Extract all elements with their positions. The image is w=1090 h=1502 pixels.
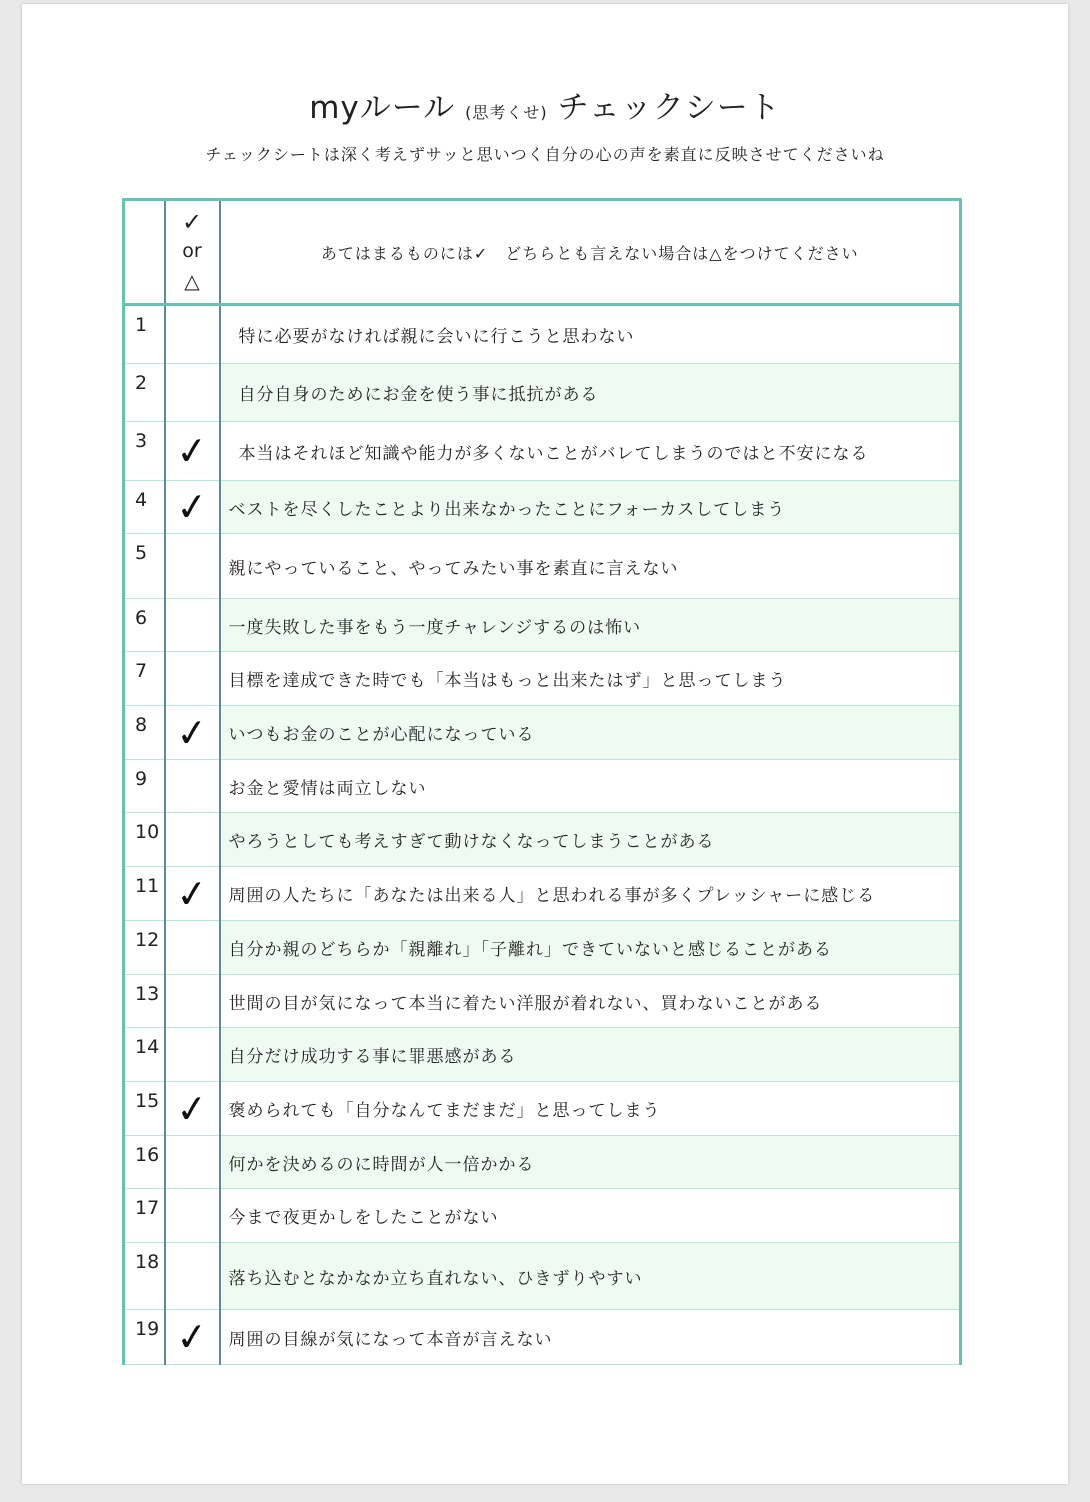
table-row xyxy=(124,599,961,652)
row-number: 3 xyxy=(124,422,165,481)
handwritten-check-icon: ✓ xyxy=(173,483,211,531)
statement-text: 自分だけ成功する事に罪悪感がある xyxy=(220,1028,961,1082)
table-row xyxy=(124,760,961,813)
row-number: 8 xyxy=(124,706,165,760)
table-row xyxy=(124,1136,961,1189)
handwritten-check-icon: ✓ xyxy=(173,708,211,757)
table-row xyxy=(124,652,961,706)
handwritten-check-icon: ✓ xyxy=(173,1084,211,1133)
page-subtitle: チェックシートは深く考えずサッと思いつく自分の心の声を素直に反映させてくださいね xyxy=(205,145,885,164)
row-number: 18 xyxy=(124,1243,165,1310)
handwritten-check-icon: ✓ xyxy=(173,427,211,475)
document-page xyxy=(22,4,1068,1484)
check-cell[interactable] xyxy=(165,1136,220,1189)
table-row xyxy=(124,921,961,975)
statement-text: 特に必要がなければ親に会いに行こうと思わない xyxy=(220,305,961,364)
check-cell[interactable] xyxy=(165,813,220,867)
row-number: 13 xyxy=(124,975,165,1028)
statement-text: いつもお金のことが心配になっている xyxy=(220,706,961,760)
title-tail: チェックシート xyxy=(557,90,781,126)
check-cell[interactable] xyxy=(165,760,220,813)
check-cell[interactable] xyxy=(165,921,220,975)
table-row xyxy=(124,706,961,760)
check-cell[interactable] xyxy=(165,1310,220,1365)
table-row xyxy=(124,364,961,422)
page-title xyxy=(22,82,1068,127)
table-row xyxy=(124,1028,961,1082)
statement-text: 何かを決めるのに時間が人一倍かかる xyxy=(220,1136,961,1189)
row-number: 5 xyxy=(124,534,165,599)
check-cell[interactable] xyxy=(165,364,220,422)
statement-text: やろうとしても考えすぎて動けなくなってしまうことがある xyxy=(220,813,961,867)
check-cell[interactable] xyxy=(165,1243,220,1310)
statement-text: お金と愛情は両立しない xyxy=(220,760,961,813)
row-number: 15 xyxy=(124,1082,165,1136)
check-sheet-table xyxy=(122,198,962,1365)
check-cell[interactable] xyxy=(165,975,220,1028)
row-number: 7 xyxy=(124,652,165,706)
statement-text: 親にやっていること、やってみたい事を素直に言えない xyxy=(220,534,961,599)
table-row xyxy=(124,1243,961,1310)
statement-text: ベストを尽くしたことより出来なかったことにフォーカスしてしまう xyxy=(220,481,961,534)
header-triangle-icon: △ xyxy=(184,269,200,293)
handwritten-check-icon: ✓ xyxy=(173,1313,211,1361)
handwritten-check-icon: ✓ xyxy=(173,869,211,918)
check-cell[interactable] xyxy=(165,422,220,481)
table-row xyxy=(124,975,961,1028)
table-row xyxy=(124,1082,961,1136)
table-body xyxy=(124,305,961,1365)
check-cell[interactable] xyxy=(165,867,220,921)
table-header-row xyxy=(124,200,961,305)
check-cell[interactable] xyxy=(165,706,220,760)
title-paren: (思考くせ) xyxy=(465,103,548,122)
check-cell[interactable] xyxy=(165,481,220,534)
table-row xyxy=(124,305,961,364)
check-cell[interactable] xyxy=(165,534,220,599)
row-number: 1 xyxy=(124,305,165,364)
statement-text: 今まで夜更かしをしたことがない xyxy=(220,1189,961,1243)
table-row xyxy=(124,867,961,921)
check-cell[interactable] xyxy=(165,1082,220,1136)
check-cell[interactable] xyxy=(165,652,220,706)
row-number: 19 xyxy=(124,1310,165,1365)
table-row xyxy=(124,813,961,867)
header-check-icon: ✓ xyxy=(181,208,203,236)
statement-text: 自分自身のためにお金を使う事に抵抗がある xyxy=(220,364,961,422)
row-number: 14 xyxy=(124,1028,165,1082)
statement-text: 周囲の人たちに「あなたは出来る人」と思われる事が多くプレッシャーに感じる xyxy=(220,867,961,921)
header-or-label: or xyxy=(182,240,202,262)
statement-text: 目標を達成できた時でも「本当はもっと出来たはず」と思ってしまう xyxy=(220,652,961,706)
row-number: 10 xyxy=(124,813,165,867)
row-number: 17 xyxy=(124,1189,165,1243)
check-cell[interactable] xyxy=(165,599,220,652)
row-number: 2 xyxy=(124,364,165,422)
row-number: 12 xyxy=(124,921,165,975)
row-number: 16 xyxy=(124,1136,165,1189)
row-number: 6 xyxy=(124,599,165,652)
header-number-cell xyxy=(124,200,165,305)
statement-text: 周囲の目線が気になって本音が言えない xyxy=(220,1310,961,1365)
statement-text: 世間の目が気になって本当に着たい洋服が着れない、買わないことがある xyxy=(220,975,961,1028)
check-cell[interactable] xyxy=(165,1028,220,1082)
check-cell[interactable] xyxy=(165,1189,220,1243)
table-row xyxy=(124,1310,961,1365)
header-check-cell xyxy=(165,200,220,305)
table-row xyxy=(124,534,961,599)
row-number: 9 xyxy=(124,760,165,813)
header-instruction: あてはまるものには✓ どちらとも言えない場合は△をつけてください xyxy=(220,200,961,305)
statement-text: 褒められても「自分なんてまだまだ」と思ってしまう xyxy=(220,1082,961,1136)
row-number: 11 xyxy=(124,867,165,921)
title-main: myルール xyxy=(309,90,456,126)
check-cell[interactable] xyxy=(165,305,220,364)
table-row xyxy=(124,481,961,534)
statement-text: 落ち込むとなかなか立ち直れない、ひきずりやすい xyxy=(220,1243,961,1310)
statement-text: 自分か親のどちらか「親離れ」「子離れ」できていないと感じることがある xyxy=(220,921,961,975)
statement-text: 本当はそれほど知識や能力が多くないことがバレてしまうのではと不安になる xyxy=(220,422,961,481)
statement-text: 一度失敗した事をもう一度チャレンジするのは怖い xyxy=(220,599,961,652)
table-row xyxy=(124,1189,961,1243)
table-row xyxy=(124,422,961,481)
row-number: 4 xyxy=(124,481,165,534)
